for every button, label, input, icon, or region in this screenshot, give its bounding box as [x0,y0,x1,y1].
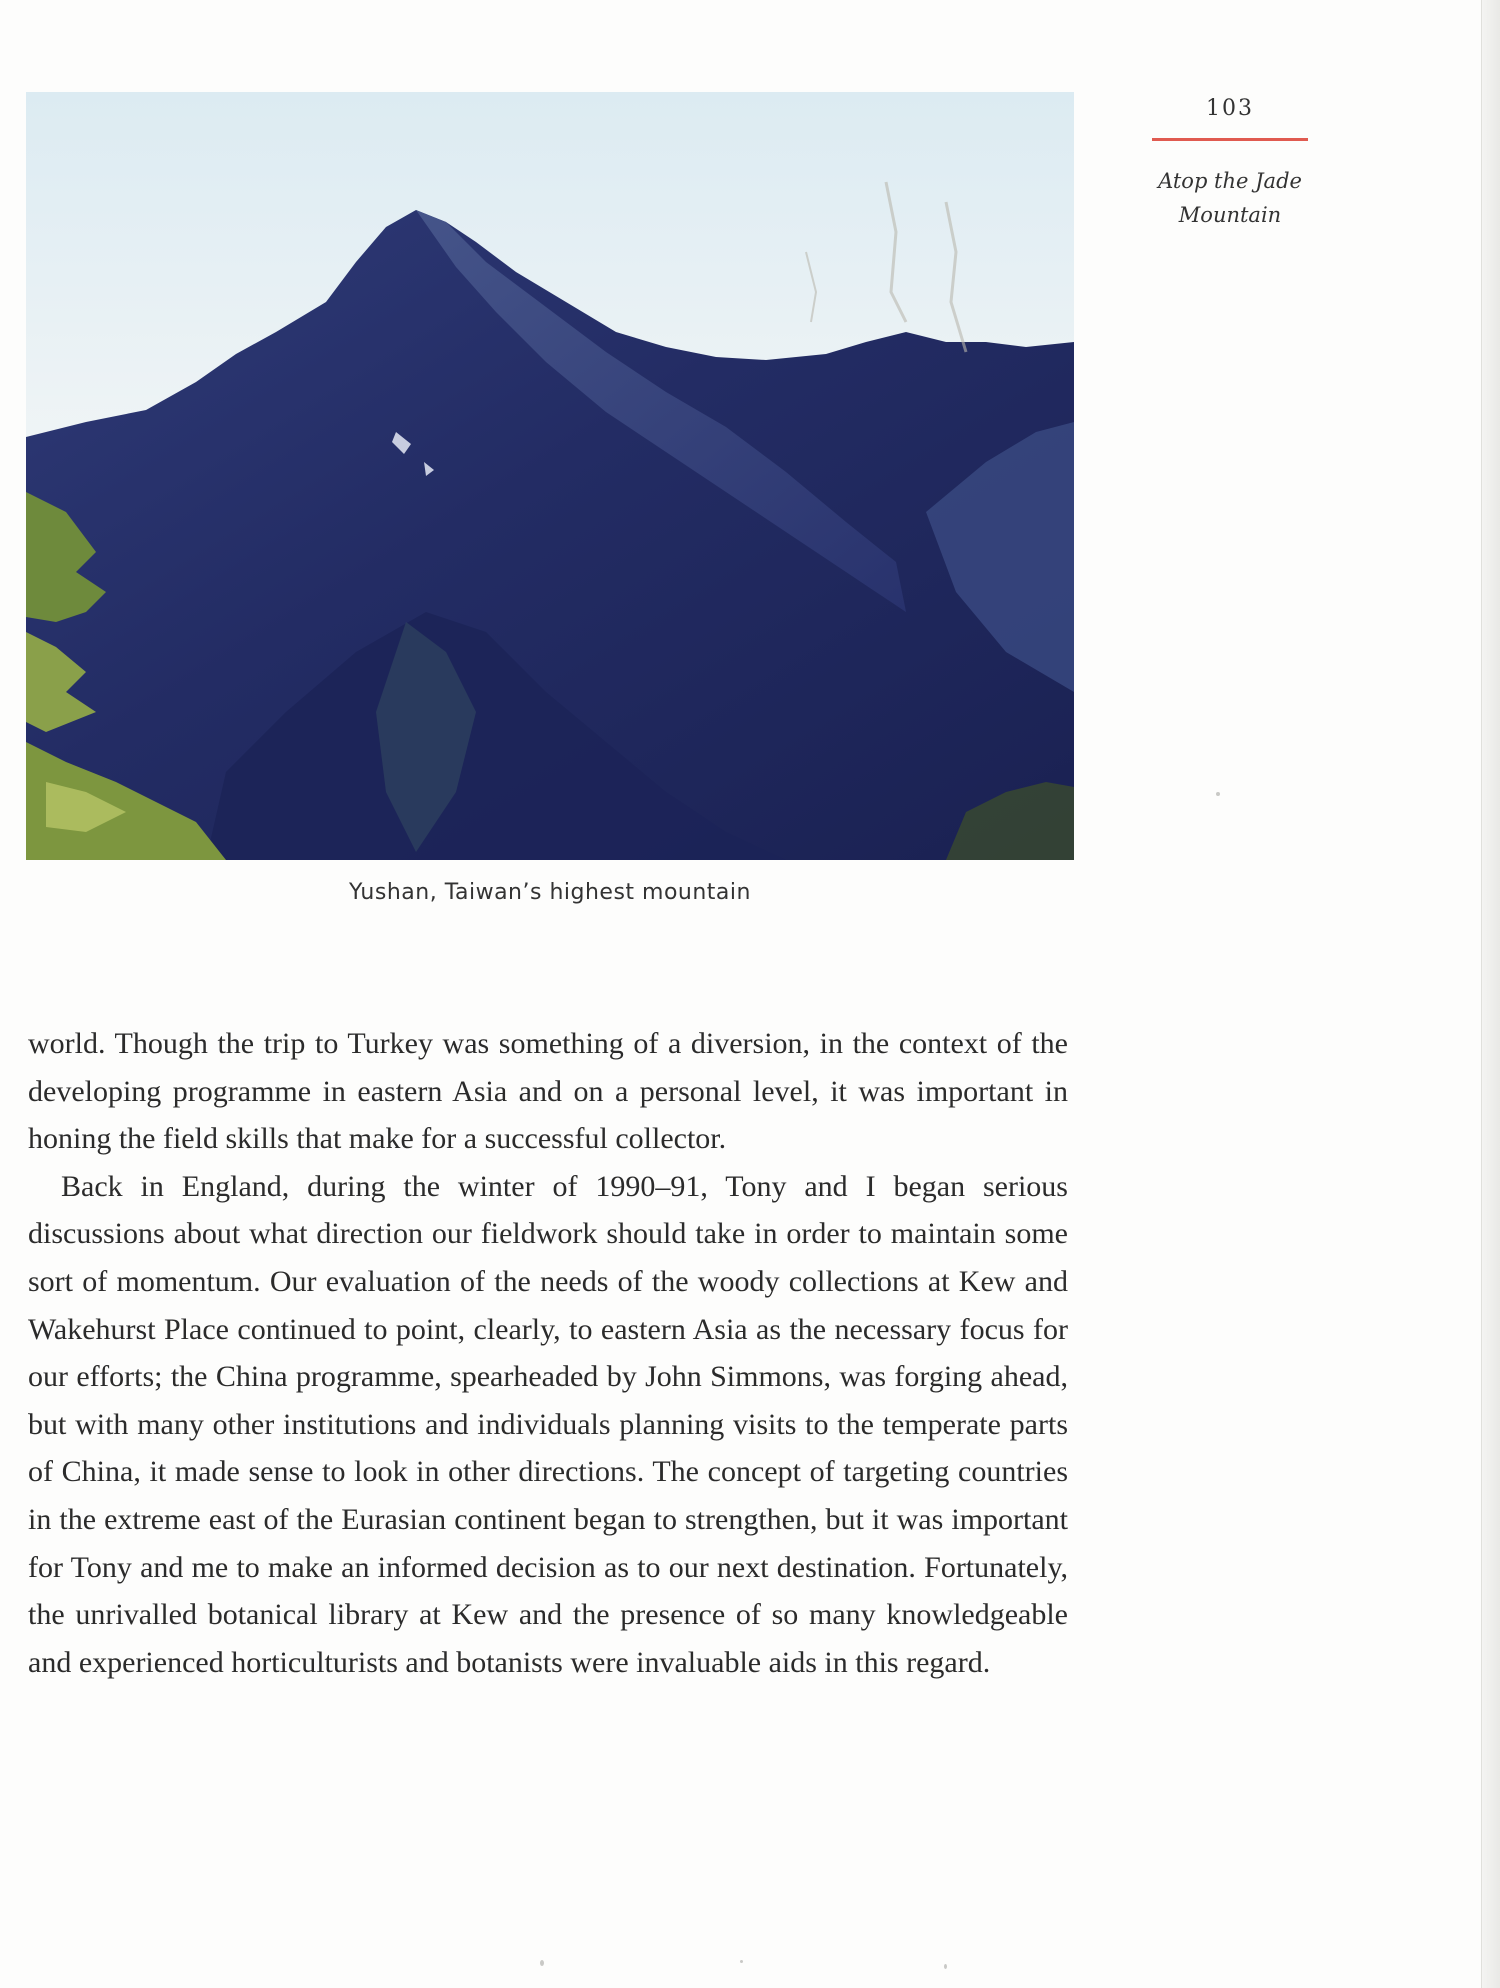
scan-speck [540,1960,544,1966]
body-text [28,1020,1068,1686]
paragraph: world. Though the trip to Turkey was something of a diversion, in the context of the developing programme in eastern Asia and on a personal level, it was important in honing the field skills that make for a successful collector. [28,1027,1068,1156]
scan-speck [740,1960,743,1963]
scan-speck [944,1964,947,1969]
running-head [1110,164,1350,232]
header-rule [1152,138,1308,141]
figure-caption: Yushan, Taiwan’s highest mountain [349,880,751,905]
page-edge [1481,0,1500,1988]
paragraph: Back in England, during the winter of 1990–91, Tony and I began serious discussions about what direction our fieldwork should take in order to maintain some sort of momentum. Our evaluation of the needs of the woody collections at Kew and Wakehurst Place continued to point, clearly, to eastern Asia as the necessary focus for our efforts; the China programme, spearheaded by John Simmons, was forging ahead, but with many other institutions and individuals planning visits to the temperate parts of China, it made sense to look in other directions. The concept of targeting countries in the extreme east of the Eurasian continent began to strengthen, but it was important for Tony and me to make an informed decision as to our next destination. Fortunately, the unrivalled botanical library at Kew and the presence of so many knowledgeable and experienced horticulturists and botanists were invaluable aids in this regard. [28,1169,1068,1679]
running-head-text: Atop the Jade Mountain [1158,169,1302,227]
scan-speck [1216,792,1220,796]
page-number: 103 [1206,96,1254,121]
mountain-photo [26,92,1074,860]
